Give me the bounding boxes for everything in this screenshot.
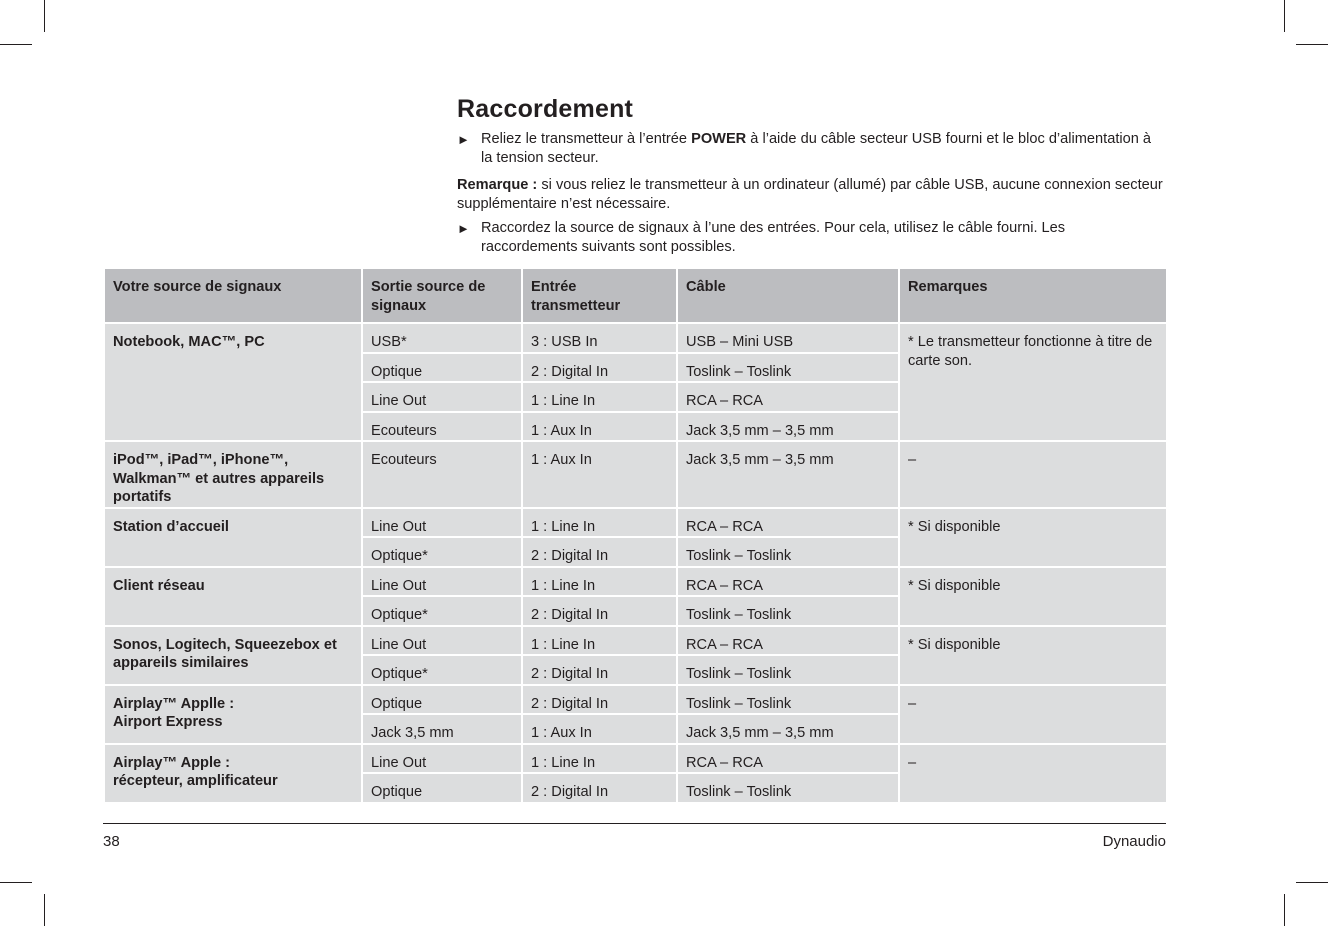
output-cell: Jack 3,5 mm [362,714,522,744]
cable-cell: Jack 3,5 mm – 3,5 mm [677,441,899,508]
table-row [104,323,1167,353]
output-cell: Optique [362,773,522,803]
source-line: Airport Express [113,714,223,730]
header-cable: Câble [677,268,899,323]
remark-cell: – [899,744,1167,803]
source-cell [104,685,362,744]
input-cell: 1 : Line In [522,382,677,412]
output-cell: USB* [362,323,522,353]
source-cell: Sonos, Logitech, Squeezebox et appareils similaires [104,626,362,685]
input-cell: 2 : Digital In [522,773,677,803]
table-row [104,508,1167,538]
source-cell [104,744,362,803]
source-cell: Station d’accueil [104,508,362,567]
cable-cell: RCA – RCA [677,626,899,656]
input-cell: 2 : Digital In [522,537,677,567]
table-header-row [104,268,1167,323]
remark-cell: * Si disponible [899,626,1167,685]
cable-cell: RCA – RCA [677,744,899,774]
cable-cell: Toslink – Toslink [677,655,899,685]
connections-table [103,267,1168,804]
page-number: 38 [103,833,120,850]
input-cell: 1 : Line In [522,508,677,538]
cable-cell: Jack 3,5 mm – 3,5 mm [677,714,899,744]
remark-cell: * Le transmetteur fonctionne à titre de carte son. [899,323,1167,441]
cable-cell: RCA – RCA [677,508,899,538]
bullet-text: Raccordez la source de signaux à l’une des entrées. Pour cela, utilisez le câble fourni. Les raccordements suivants sont possibles. [481,220,1066,255]
crop-mark [1284,0,1285,32]
bullet-text: Reliez le transmetteur à l’entrée [481,131,692,147]
output-cell: Line Out [362,744,522,774]
table-row [104,567,1167,597]
crop-mark [44,894,45,926]
source-line: Airplay™ Apple : [113,754,231,771]
table-row [104,685,1167,715]
crop-mark [0,44,32,45]
header-source: Votre source de signaux [104,268,362,323]
output-cell: Optique* [362,596,522,626]
input-cell: 1 : Aux In [522,412,677,442]
input-cell: 2 : Digital In [522,353,677,383]
input-cell: 1 : Line In [522,626,677,656]
input-cell: 2 : Digital In [522,685,677,715]
bullet-power [457,130,1157,168]
footer-brand: Dynaudio [1102,833,1166,850]
crop-mark [1296,882,1328,883]
crop-mark [0,882,32,883]
source-cell: iPod™, iPad™, iPhone™, Walkman™ et autres appareils portatifs [104,441,362,508]
output-cell: Line Out [362,508,522,538]
source-cell: Client réseau [104,567,362,626]
note-paragraph [457,176,1167,214]
remark-cell: – [899,441,1167,508]
output-cell: Optique* [362,537,522,567]
crop-mark [44,0,45,32]
header-output: Sortie source de signaux [362,268,522,323]
cable-cell: Toslink – Toslink [677,353,899,383]
output-cell: Optique [362,685,522,715]
bullet-connect [457,219,1157,257]
cable-cell: RCA – RCA [677,382,899,412]
cable-cell: Jack 3,5 mm – 3,5 mm [677,412,899,442]
cable-cell: Toslink – Toslink [677,773,899,803]
input-cell: 1 : Line In [522,744,677,774]
note-label: Remarque : [457,177,538,193]
header-remarks: Remarques [899,268,1167,323]
crop-mark [1284,894,1285,926]
output-cell: Ecouteurs [362,441,522,508]
input-cell: 2 : Digital In [522,596,677,626]
cable-cell: Toslink – Toslink [677,537,899,567]
output-cell: Line Out [362,382,522,412]
footer-rule [103,823,1166,824]
bullet-bold: POWER [691,131,747,147]
cable-cell: RCA – RCA [677,567,899,597]
output-cell: Line Out [362,626,522,656]
input-cell: 3 : USB In [522,323,677,353]
page-title: Raccordement [457,95,634,123]
output-cell: Line Out [362,567,522,597]
crop-mark [1296,44,1328,45]
remark-cell: – [899,685,1167,744]
table-row [104,744,1167,774]
header-input: Entrée transmetteur [522,268,677,323]
cable-cell: USB – Mini USB [677,323,899,353]
remark-cell: * Si disponible [899,508,1167,567]
input-cell: 1 : Line In [522,567,677,597]
input-cell: 1 : Aux In [522,441,677,508]
source-line: récepteur, amplificateur [113,773,278,789]
input-cell: 1 : Aux In [522,714,677,744]
arrow-right-icon: ► [457,221,470,236]
source-line: Airplay™ Applle : [113,695,235,712]
output-cell: Ecouteurs [362,412,522,442]
input-cell: 2 : Digital In [522,655,677,685]
bullet-text: à l’aide du câble secteur USB fourni et le bloc d’alimentation à la tension secteur. [481,131,1152,166]
arrow-right-icon: ► [457,132,470,147]
output-cell: Optique [362,353,522,383]
cable-cell: Toslink – Toslink [677,685,899,715]
table-row [104,441,1167,508]
remark-cell: * Si disponible [899,567,1167,626]
table-row [104,626,1167,656]
source-cell: Notebook, MAC™, PC [104,323,362,441]
note-text: si vous reliez le transmetteur à un ordinateur (allumé) par câble USB, aucune connexion secteur supplémentaire n’est nécessaire. [457,177,1163,212]
cable-cell: Toslink – Toslink [677,596,899,626]
output-cell: Optique* [362,655,522,685]
